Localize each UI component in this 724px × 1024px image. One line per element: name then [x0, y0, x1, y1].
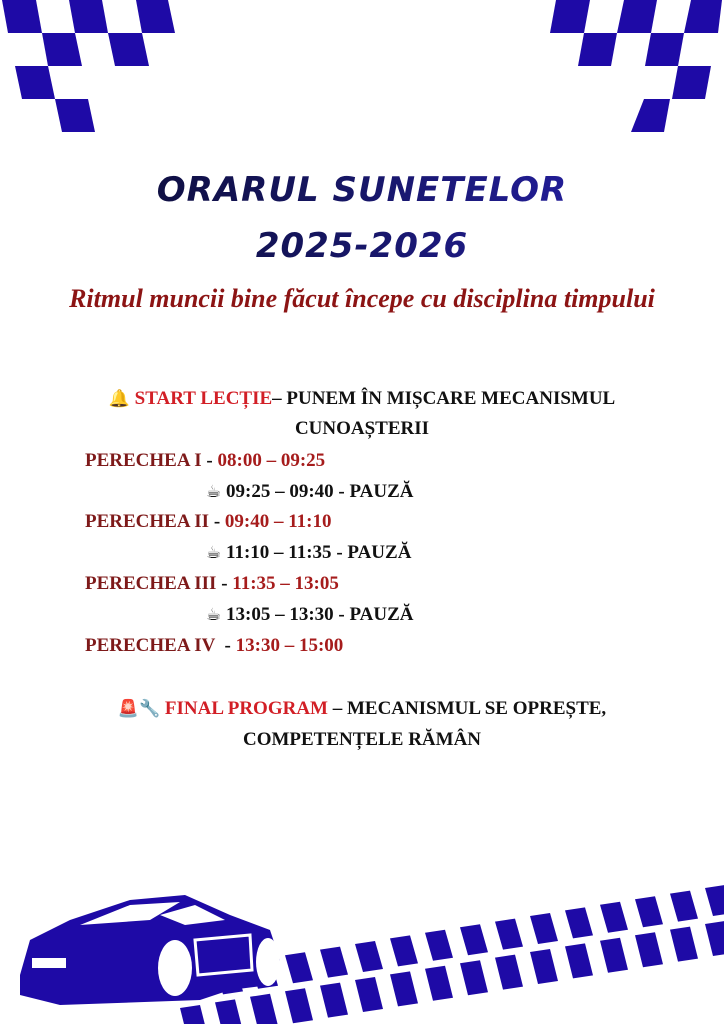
start-label: START LECȚIE: [134, 388, 273, 409]
tire-track-stripe: [670, 891, 698, 922]
separator: -: [201, 450, 218, 471]
car-illustration: [20, 895, 280, 1005]
tire-track-stripe: [250, 994, 278, 1024]
tire-track-stripe: [355, 977, 383, 1012]
tire-track-stripe: [180, 1005, 208, 1024]
coffee-icon: ☕: [206, 482, 222, 502]
tire-track-stripe: [215, 999, 243, 1024]
alarm-light-icon: 🚨: [117, 699, 139, 719]
tire-track-stripe: [495, 955, 523, 990]
class-period-1: [85, 450, 325, 472]
break-time: 13:05 – 13:30: [226, 604, 334, 625]
final-program-line: [0, 698, 724, 720]
final-text-2: COMPETENȚELE RĂMÂN: [242, 729, 482, 750]
tire-track-stripe: [390, 971, 418, 1006]
tire-track-stripe: [285, 988, 313, 1023]
break-time: 11:10 – 11:35: [226, 542, 332, 563]
coffee-icon: ☕: [206, 543, 222, 563]
final-label: FINAL PROGRAM: [164, 698, 328, 719]
checkered-flag-left: [2, 0, 175, 132]
final-text: – MECANISMUL SE OPREȘTE,: [327, 698, 607, 719]
tire-track-stripe: [565, 907, 593, 938]
start-text: – PUNEM ÎN MIȘCARE MECANISMUL: [272, 388, 616, 409]
break-1: [206, 481, 414, 503]
period-label: PERECHEA I: [85, 450, 202, 471]
tire-track-stripe: [320, 947, 348, 978]
tire-track-stripe: [705, 885, 724, 916]
period-time: 11:35 – 13:05: [232, 573, 339, 594]
tire-track-stripe: [460, 924, 488, 955]
class-period-4: [85, 635, 343, 657]
break-label: - PAUZĂ: [331, 542, 412, 563]
tire-track-stripe: [425, 966, 453, 1001]
tire-track-stripe: [635, 896, 663, 927]
tire-track-stripe: [425, 930, 453, 961]
separator: -: [209, 511, 225, 532]
tire-track-stripe: [600, 902, 628, 933]
period-time: 13:30 – 15:00: [235, 635, 344, 656]
break-label: - PAUZĂ: [333, 481, 414, 502]
period-label: PERECHEA III: [85, 573, 217, 594]
break-time: 09:25 – 09:40: [226, 481, 334, 502]
tire-track-stripe: [390, 935, 418, 966]
bell-icon: 🔔: [108, 389, 130, 409]
tire-track-stripe: [495, 919, 523, 950]
tire-track-stripe: [565, 943, 593, 978]
title-line-2: 2025-2026: [0, 226, 724, 266]
tire-track-stripe: [670, 927, 698, 962]
break-label: - PAUZĂ: [333, 604, 414, 625]
tire-track-stripe: [285, 952, 313, 983]
period-time: 08:00 – 09:25: [217, 450, 326, 471]
period-label: PERECHEA II: [85, 511, 210, 532]
subtitle: Ritmul muncii bine făcut începe cu disciplina timpului: [69, 284, 655, 313]
separator: -: [215, 635, 236, 656]
class-period-3: [85, 573, 339, 595]
break-3: [206, 604, 414, 626]
wrench-icon: 🔧: [138, 699, 161, 719]
start-text-2: CUNOAȘTERII: [294, 418, 430, 439]
tire-track-stripe: [705, 921, 724, 956]
break-2: [206, 542, 411, 564]
coffee-icon: ☕: [206, 605, 222, 625]
tire-track-stripe: [635, 932, 663, 967]
tire-track-stripe: [600, 938, 628, 973]
tire-track-stripe: [530, 913, 558, 944]
tire-track-stripe: [320, 983, 348, 1018]
tire-track-stripe: [530, 949, 558, 984]
class-period-2: [85, 511, 332, 533]
tire-track-stripe: [460, 960, 488, 995]
tire-track-stripe: [355, 941, 383, 972]
period-label: PERECHEA IV: [85, 635, 216, 656]
checkered-flag-right: [550, 0, 722, 132]
separator: -: [216, 573, 233, 594]
start-lesson-line: [0, 388, 724, 410]
title-line-1: ORARUL SUNETELOR: [0, 170, 724, 210]
period-time: 09:40 – 11:10: [224, 511, 332, 532]
